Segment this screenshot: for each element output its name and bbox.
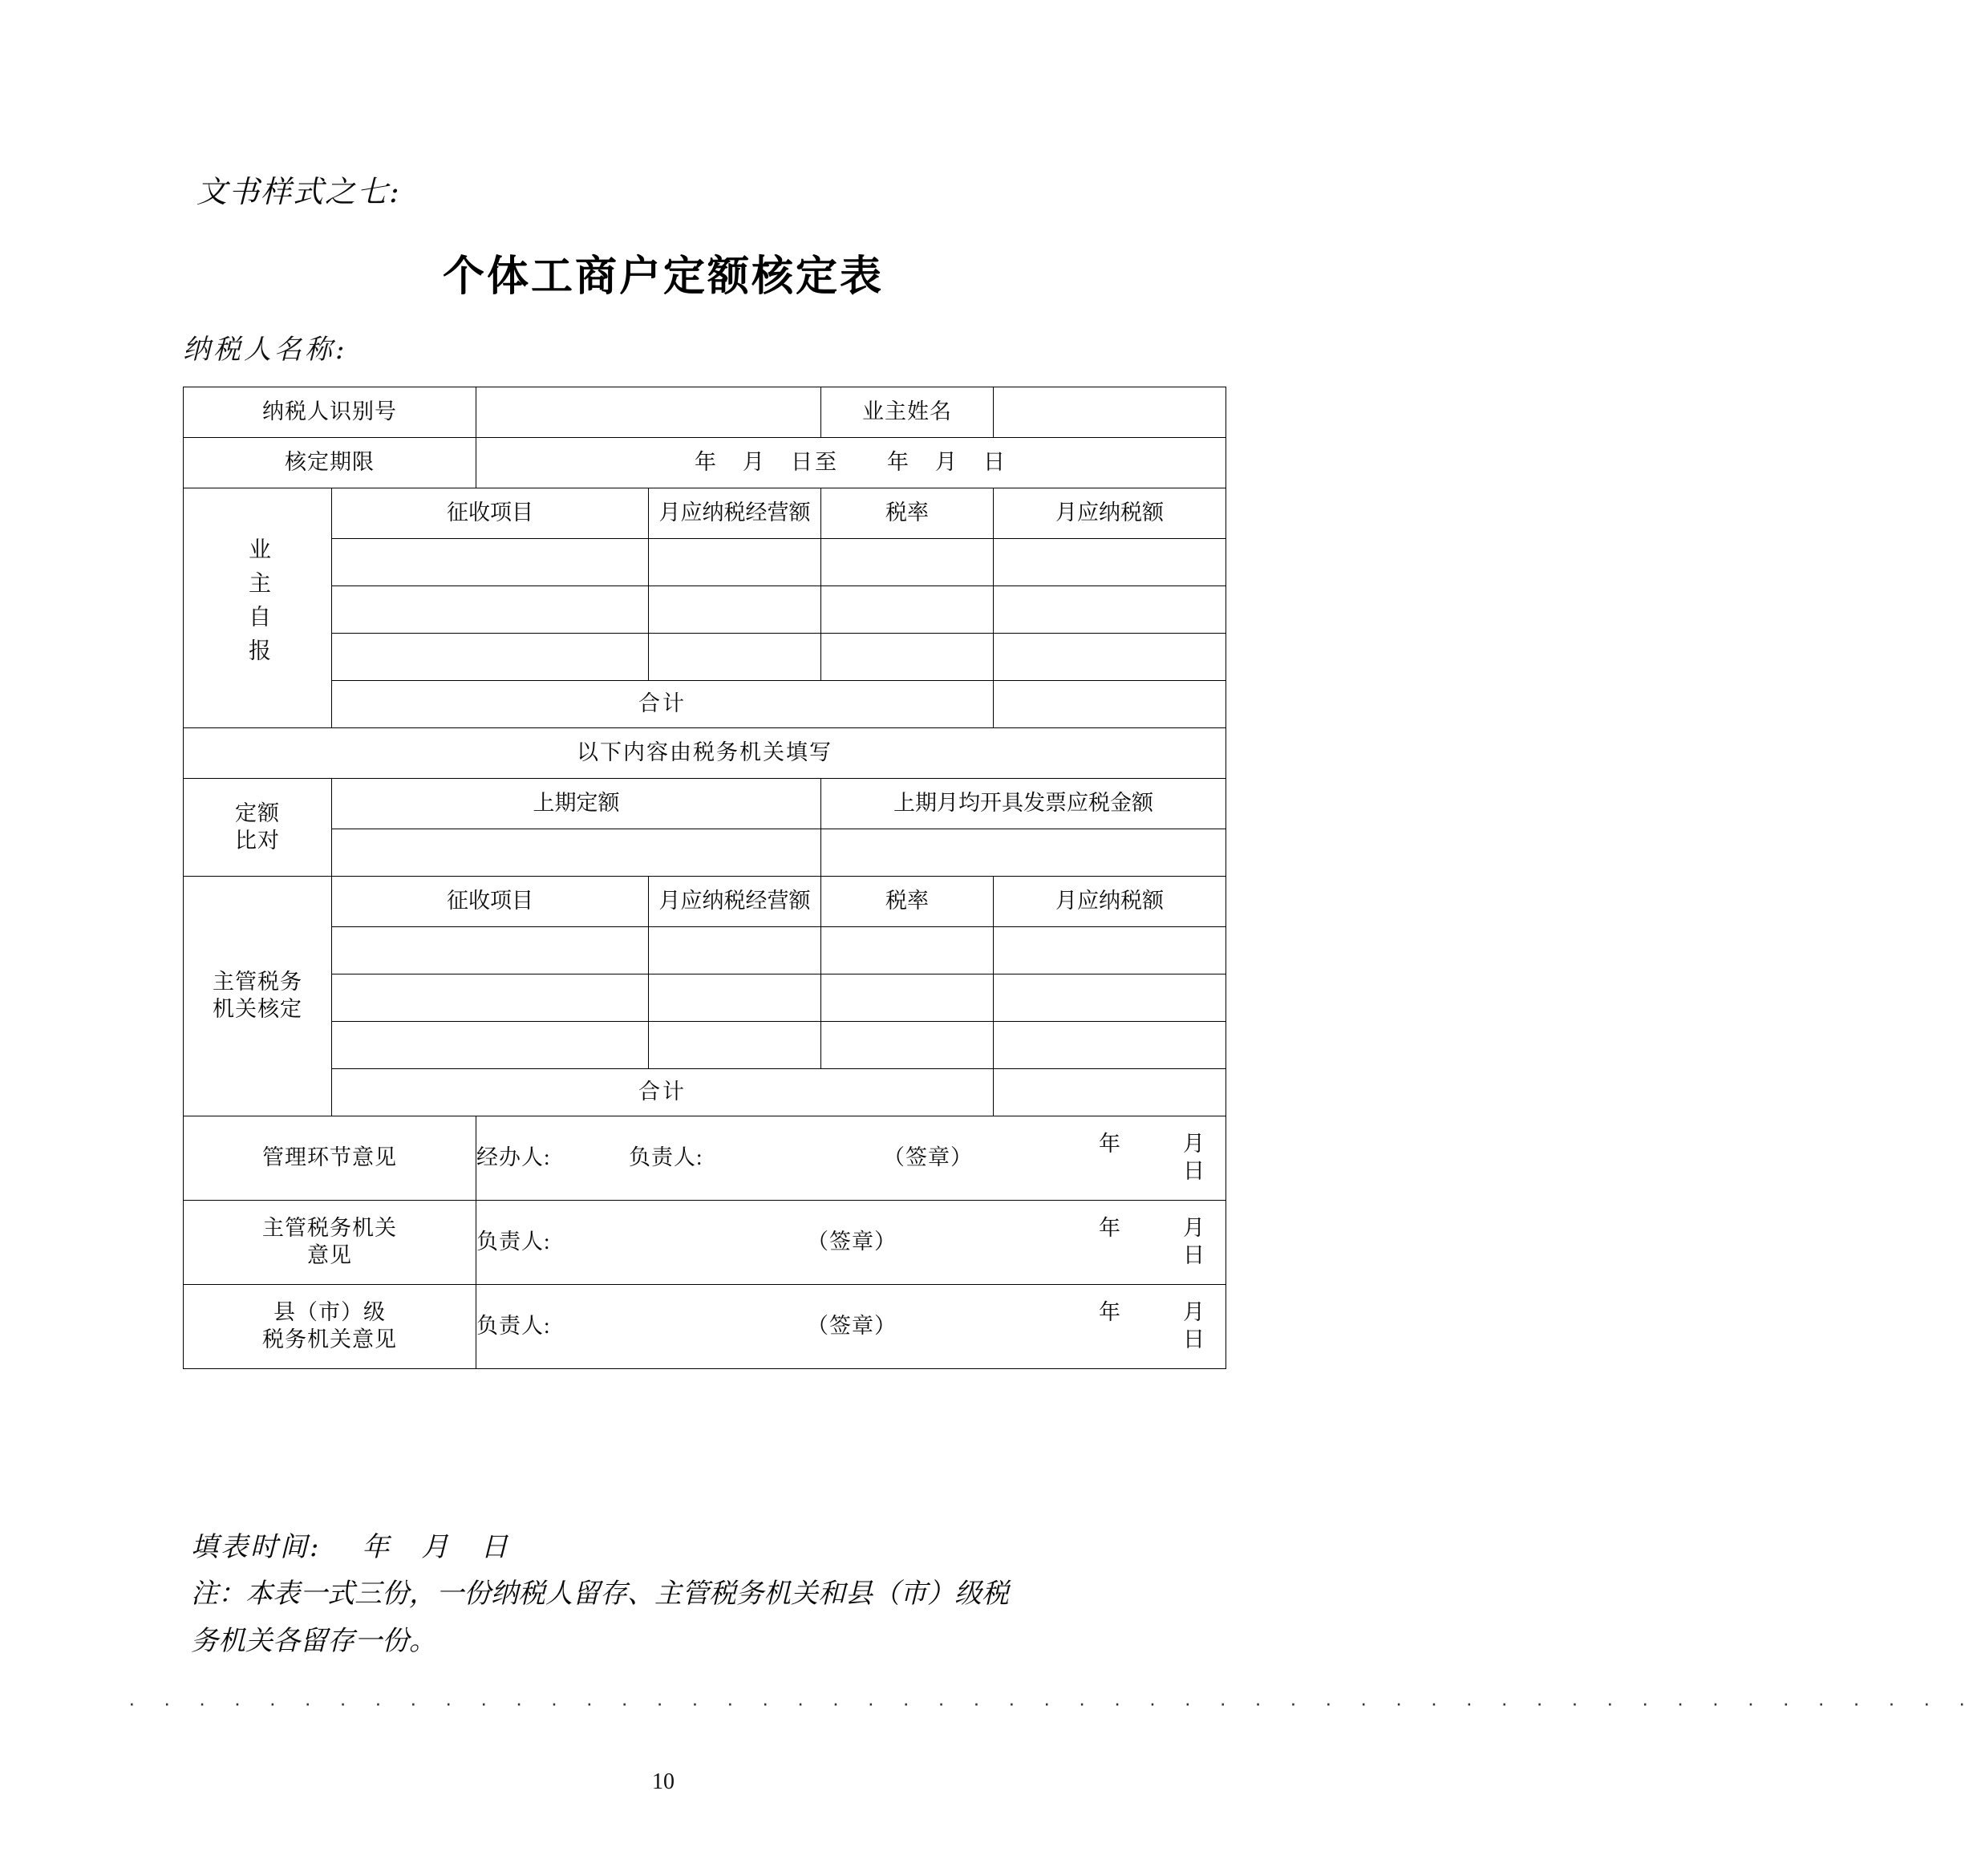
col-header-turnover: 月应纳税经营额 bbox=[649, 877, 821, 927]
responsible-label: 负责人: bbox=[476, 1230, 551, 1254]
cell-item[interactable] bbox=[332, 1022, 649, 1069]
cell-tax-payable[interactable] bbox=[994, 927, 1226, 974]
fill-time-line: 填表时间: 年 月 日 bbox=[191, 1531, 511, 1563]
page-title: 个体工商户定额核定表 bbox=[442, 254, 884, 300]
cell-authority-notice: 以下内容由税务机关填写 bbox=[184, 728, 1226, 779]
supervising-opinion-label-line1: 主管税务机关 bbox=[262, 1216, 397, 1241]
quota-assessment-table bbox=[183, 387, 1267, 1369]
cell-owner-name-value[interactable] bbox=[994, 387, 1226, 438]
table-row-quota-compare-values bbox=[184, 829, 1226, 877]
cell-total-label: 合计 bbox=[332, 681, 994, 728]
responsible-label: 负责人: bbox=[629, 1145, 703, 1170]
quota-compare-label-line2: 比对 bbox=[235, 828, 280, 853]
table-row-quota-compare-header bbox=[184, 779, 1226, 829]
cell-turnover[interactable] bbox=[649, 586, 821, 634]
cell-total-value[interactable] bbox=[994, 681, 1226, 728]
cell-tax-payable[interactable] bbox=[994, 974, 1226, 1022]
table-row-authority-assessment-header bbox=[184, 877, 1226, 927]
cell-item[interactable] bbox=[332, 586, 649, 634]
col-header-item: 征收项目 bbox=[332, 877, 649, 927]
cell-tax-rate[interactable] bbox=[821, 927, 994, 974]
table-row-self-report-2 bbox=[184, 586, 1226, 634]
date-label: 年 月 日 bbox=[1099, 1132, 1267, 1183]
handler-label: 经办人: bbox=[476, 1145, 551, 1170]
table-row-self-report-total bbox=[184, 681, 1226, 728]
cell-total-label: 合计 bbox=[332, 1069, 994, 1116]
cell-turnover[interactable] bbox=[649, 634, 821, 681]
quota-compare-label-line1: 定额 bbox=[235, 800, 280, 825]
date-label: 年 月 日 bbox=[1099, 1300, 1267, 1351]
cell-tax-payable[interactable] bbox=[994, 634, 1226, 681]
cell-tax-rate[interactable] bbox=[821, 586, 994, 634]
table-row-authority-2 bbox=[184, 974, 1226, 1022]
table-row-self-report-1 bbox=[184, 539, 1226, 586]
table-row-authority-total bbox=[184, 1069, 1226, 1116]
cell-turnover[interactable] bbox=[649, 539, 821, 586]
seal-label: （签章） bbox=[807, 1230, 897, 1254]
cell-item[interactable] bbox=[332, 634, 649, 681]
cell-turnover[interactable] bbox=[649, 927, 821, 974]
page-number: 10 bbox=[652, 1769, 675, 1794]
cell-tax-payable[interactable] bbox=[994, 539, 1226, 586]
cell-self-report-label bbox=[184, 488, 332, 728]
note-line-2: 务机关各留存一份。 bbox=[191, 1624, 436, 1657]
table-row-assessment-period bbox=[184, 438, 1226, 488]
table-row-county-opinion bbox=[184, 1285, 1226, 1369]
table-row-management-opinion bbox=[184, 1116, 1226, 1201]
cell-tax-rate[interactable] bbox=[821, 539, 994, 586]
authority-assessment-label-line1: 主管税务 bbox=[213, 970, 302, 995]
cell-tax-rate[interactable] bbox=[821, 974, 994, 1022]
cell-total-value[interactable] bbox=[994, 1069, 1226, 1116]
cell-assessment-period-value[interactable]: 年 月 日至 年 月 日 bbox=[476, 438, 1226, 488]
cell-assessment-period-label: 核定期限 bbox=[184, 438, 476, 488]
col-header-previous-quota: 上期定额 bbox=[332, 779, 821, 829]
date-label: 年 月 日 bbox=[1099, 1216, 1267, 1267]
taxpayer-name-label: 纳税人名称: bbox=[183, 334, 348, 366]
table-row-self-report-header bbox=[184, 488, 1226, 539]
cell-item[interactable] bbox=[332, 539, 649, 586]
cell-authority-assessment-label bbox=[184, 877, 332, 1116]
cell-quota-compare-label bbox=[184, 779, 332, 877]
col-header-previous-avg-invoice: 上期月均开具发票应税金额 bbox=[821, 779, 1226, 829]
table-row-taxpayer-id bbox=[184, 387, 1226, 438]
note-line-1: 注：本表一式三份，一份纳税人留存、主管税务机关和县（市）级税 bbox=[191, 1578, 1009, 1611]
county-opinion-label-line1: 县（市）级 bbox=[273, 1300, 386, 1325]
col-header-tax-payable: 月应纳税额 bbox=[994, 877, 1226, 927]
cell-owner-name-label: 业主姓名 bbox=[821, 387, 994, 438]
cell-tax-rate[interactable] bbox=[821, 634, 994, 681]
supervising-opinion-label-line2: 意见 bbox=[307, 1243, 352, 1267]
responsible-label: 负责人: bbox=[476, 1314, 551, 1339]
cell-supervising-opinion-value[interactable] bbox=[476, 1201, 1267, 1285]
table-row-authority-3 bbox=[184, 1022, 1226, 1069]
table-row-authority-notice bbox=[184, 728, 1226, 779]
cell-tax-rate[interactable] bbox=[821, 1022, 994, 1069]
cell-taxpayer-id-value[interactable] bbox=[476, 387, 821, 438]
cell-turnover[interactable] bbox=[649, 974, 821, 1022]
county-opinion-label-line2: 税务机关意见 bbox=[262, 1327, 397, 1351]
cell-previous-avg-invoice-value[interactable] bbox=[821, 829, 1226, 877]
cell-management-opinion-label: 管理环节意见 bbox=[184, 1116, 476, 1201]
cell-previous-quota-value[interactable] bbox=[332, 829, 821, 877]
cell-county-opinion-label bbox=[184, 1285, 476, 1369]
col-header-tax-payable: 月应纳税额 bbox=[994, 488, 1226, 539]
col-header-tax-rate: 税率 bbox=[821, 877, 994, 927]
cell-tax-payable[interactable] bbox=[994, 586, 1226, 634]
cell-county-opinion-value[interactable] bbox=[476, 1285, 1267, 1369]
cell-taxpayer-id-label: 纳税人识别号 bbox=[184, 387, 476, 438]
document-style-label: 文书样式之七: bbox=[196, 174, 401, 209]
col-header-item: 征收项目 bbox=[332, 488, 649, 539]
cell-turnover[interactable] bbox=[649, 1022, 821, 1069]
table-row-supervising-opinion bbox=[184, 1201, 1226, 1285]
seal-label: （签章） bbox=[807, 1314, 897, 1339]
self-report-vertical-text: 业主自报 bbox=[245, 537, 270, 672]
cell-item[interactable] bbox=[332, 974, 649, 1022]
cell-tax-payable[interactable] bbox=[994, 1022, 1226, 1069]
cell-item[interactable] bbox=[332, 927, 649, 974]
col-header-tax-rate: 税率 bbox=[821, 488, 994, 539]
authority-assessment-label-line2: 机关核定 bbox=[213, 997, 302, 1021]
footer-notes bbox=[191, 1524, 1201, 1664]
seal-label: （签章） bbox=[883, 1145, 973, 1170]
dotted-separator: · · · · · · · · · · · · · · · · · · · · · · · · · · · · · · · · · · · · · · · · · · · · · · · · · · · · · bbox=[128, 1691, 1977, 1715]
table-row-authority-1 bbox=[184, 927, 1226, 974]
col-header-turnover: 月应纳税经营额 bbox=[649, 488, 821, 539]
cell-management-opinion-value[interactable] bbox=[476, 1116, 1267, 1201]
table-row-self-report-3 bbox=[184, 634, 1226, 681]
cell-supervising-opinion-label bbox=[184, 1201, 476, 1285]
